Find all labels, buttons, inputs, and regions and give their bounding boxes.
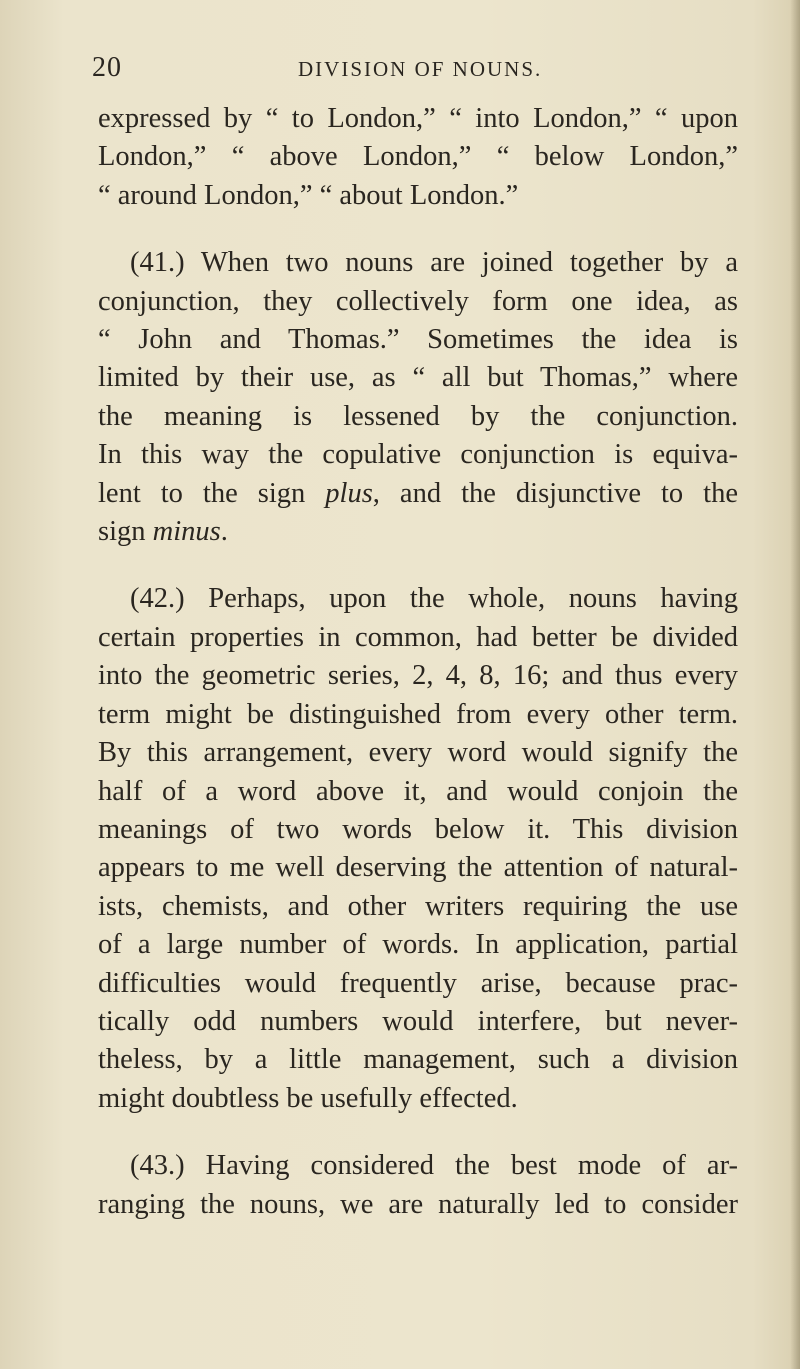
text-line: expressed by “ to London,” “ into London,” “ upon (98, 103, 738, 134)
text-line: meanings of two words below it. This division (98, 813, 738, 845)
italic-term: minus (152, 516, 221, 548)
text-line: By this arrangement, every word would signify the (98, 737, 738, 769)
text-line: difficulties would frequently arise, because prac- (98, 967, 738, 999)
running-head: DIVISION OF NOUNS. (298, 57, 543, 81)
text-line: theless, by a little management, such a division (98, 1044, 738, 1076)
text-line: certain properties in common, had better be divided (98, 621, 738, 653)
text-line: tically odd numbers would interfere, but never- (98, 1005, 738, 1037)
text-line: (41.) When two nouns are joined together by a (130, 247, 738, 279)
text-line: limited by their use, as “ all but Thomas,” where (98, 362, 738, 394)
text-line: (42.) Perhaps, upon the whole, nouns having (130, 583, 738, 615)
text-line: into the geometric series, 2, 4, 8, 16; and thus every (98, 660, 738, 692)
text-line: term might be distinguished from every other term. (98, 698, 738, 730)
text-line: “ John and Thomas.” Sometimes the idea is (98, 324, 738, 356)
text-line: the meaning is lessened by the conjunction. (98, 400, 738, 432)
paragraph-41 (98, 244, 738, 551)
paragraph-continued (98, 100, 738, 215)
page-header (92, 52, 732, 88)
text-line: appears to me well deserving the attention of natural- (98, 852, 738, 884)
page-number: 20 (92, 52, 122, 83)
text-line: London,” “ above London,” “ below London,” (98, 141, 738, 173)
text-line: “ around London,” “ about London.” (98, 179, 519, 211)
body-text (98, 100, 738, 1224)
text-line: ranging the nouns, we are naturally led to consider (98, 1188, 738, 1220)
italic-term: plus (325, 477, 373, 509)
text-line: (43.) Having considered the best mode of ar- (130, 1150, 738, 1182)
paragraph-43 (98, 1147, 738, 1224)
text-line: sign minus. (98, 516, 228, 548)
paragraph-42 (98, 580, 738, 1118)
text-line: conjunction, they collectively form one idea, as (98, 285, 738, 317)
text-line: might doubtless be usefully effected. (98, 1082, 518, 1114)
text-line: In this way the copulative conjunction is equiva- (98, 439, 738, 471)
text-line: half of a word above it, and would conjoin the (98, 775, 738, 807)
text-line: ists, chemists, and other writers requiring the use (98, 890, 738, 922)
page-edge-shadow (790, 0, 800, 1369)
text-line: of a large number of words. In application, partial (98, 929, 738, 961)
text-line: lent to the sign plus, and the disjunctive to the (98, 477, 738, 509)
